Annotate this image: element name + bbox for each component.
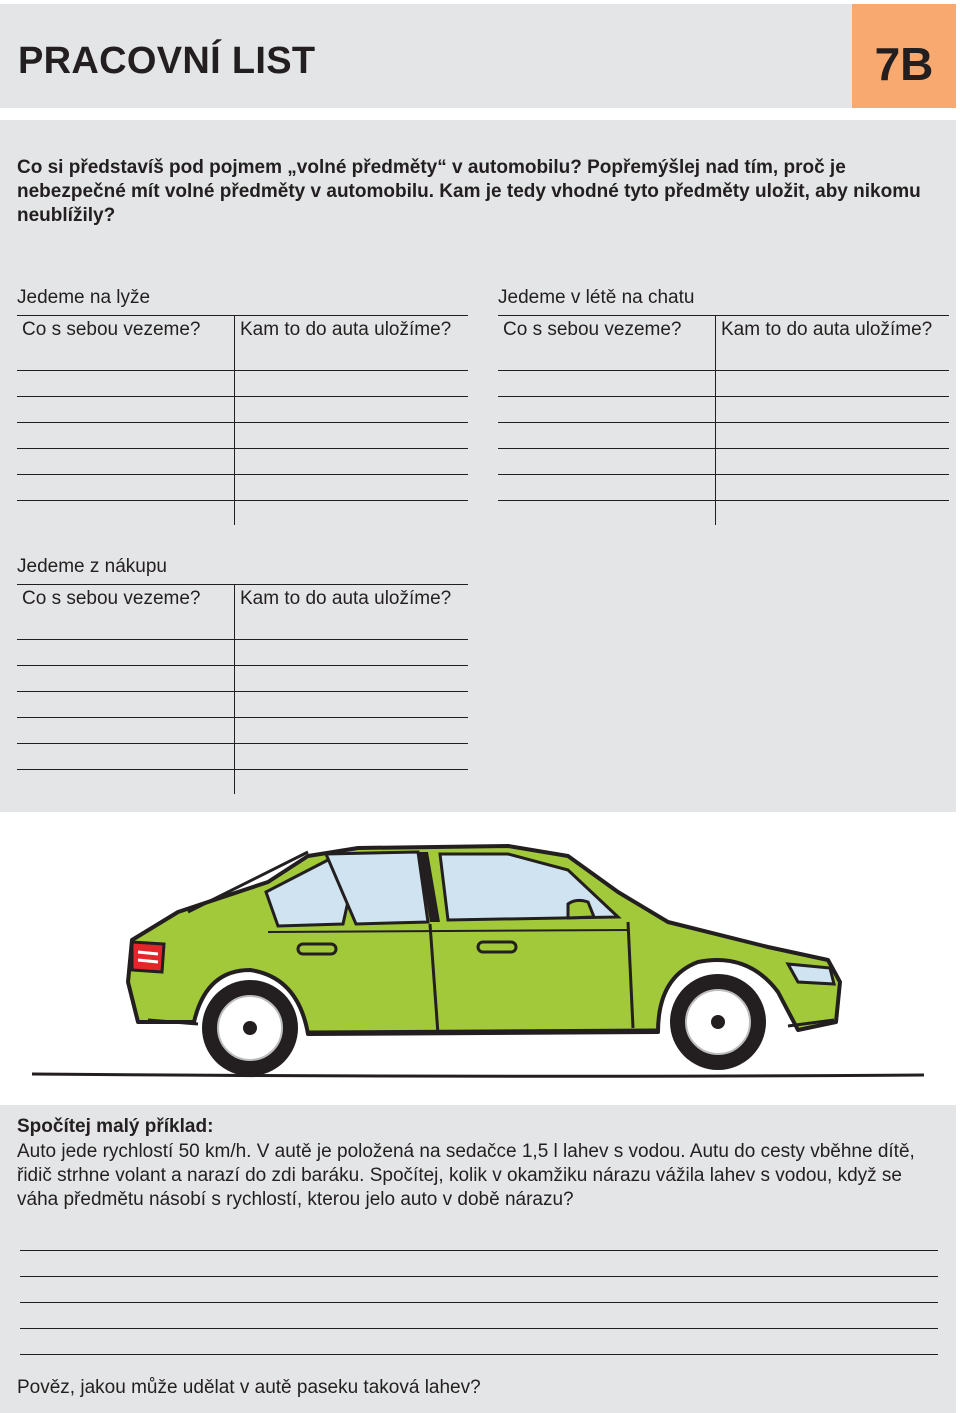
task-text: Auto jede rychlostí 50 km/h. V autě je položená na sedačce 1,5 l lahev s vodou. Autu do cesty vběhne dítě, řidič strhne volant a narazí do zdi baráku. Spočítej, kolik v okamžiku nárazu vážila lahev s vodou, když se váha předmětu násobí s rychlostí, kterou jelo auto v době nárazu? [17,1141,915,1210]
table-header [17,319,468,345]
intro-question: Co si představíš pod pojmem „volné předměty“ v automobilu? Popřemýšlej nad tím, proč je nebezpečné mít volné předměty v automobilu. Kam je tedy vhodné tyto předměty uložit, aby nikomu neublížily? [17,157,921,226]
answer-row[interactable] [17,640,468,666]
answer-table-ski [17,319,468,501]
answer-row[interactable] [17,475,468,501]
final-question: Pověz, jakou může udělat v autě paseku taková lahev? [17,1377,481,1398]
section-title: Jedeme na lyže [17,287,151,308]
answer-table-shopping [17,588,468,770]
answer-row[interactable] [498,423,949,449]
answer-row[interactable] [17,744,468,770]
page-title: PRACOVNÍ LIST [18,40,316,82]
table-header [498,319,949,345]
section-title: Jedeme z nákupu [17,556,167,577]
answer-line[interactable] [20,1302,938,1303]
answer-line[interactable] [20,1354,938,1355]
answer-row[interactable] [17,718,468,744]
worksheet-code: 7B [874,38,934,90]
answer-table-cottage [498,319,949,501]
answer-row[interactable] [17,345,468,371]
answer-row[interactable] [498,345,949,371]
answer-row[interactable] [17,371,468,397]
answer-line[interactable] [20,1328,938,1329]
answer-row[interactable] [17,423,468,449]
answer-row[interactable] [17,692,468,718]
column-header-where: Kam to do auta uložíme? [240,319,452,340]
answer-row[interactable] [498,397,949,423]
column-header-what: Co s sebou vezeme? [503,319,682,340]
table-header [17,588,468,614]
answer-row[interactable] [498,371,949,397]
answer-row[interactable] [17,449,468,475]
task-title: Spočítej malý příklad: [17,1116,214,1137]
answer-row[interactable] [17,666,468,692]
column-header-where: Kam to do auta uložíme? [240,588,452,609]
column-header-what: Co s sebou vezeme? [22,588,201,609]
answer-row[interactable] [17,397,468,423]
answer-row[interactable] [498,475,949,501]
section-title: Jedeme v létě na chatu [498,287,695,308]
car-illustration [28,842,928,1082]
answer-line[interactable] [20,1276,938,1277]
worksheet-code-box [852,4,956,108]
answer-row[interactable] [498,449,949,475]
answer-line[interactable] [20,1250,938,1251]
answer-row[interactable] [17,614,468,640]
header-bar [0,4,852,108]
column-header-where: Kam to do auta uložíme? [721,319,933,340]
column-header-what: Co s sebou vezeme? [22,319,201,340]
